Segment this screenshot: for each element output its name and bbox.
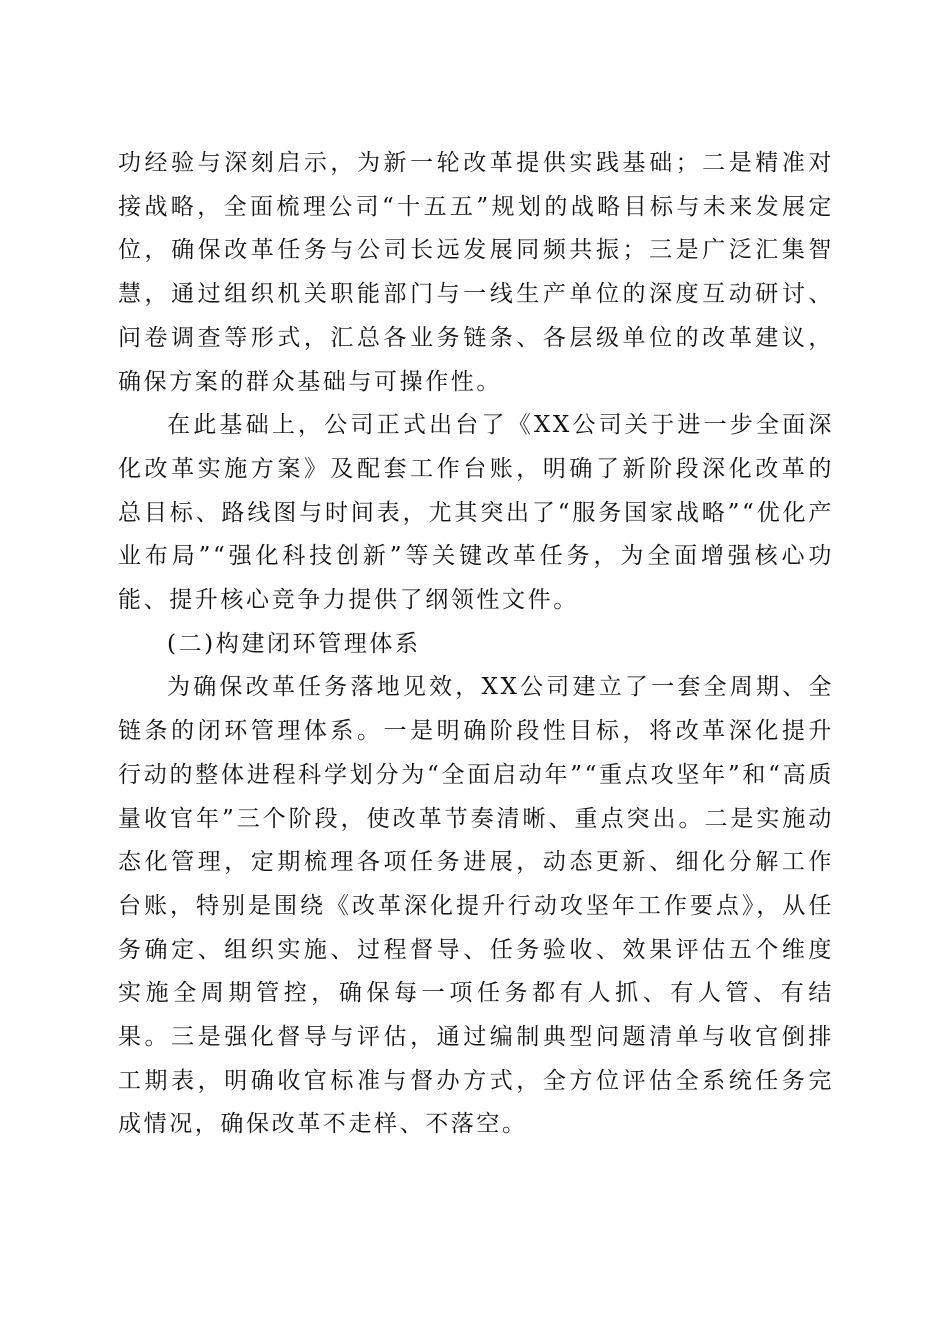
section-heading: (二)构建闭环管理体系	[167, 630, 421, 657]
paragraph-implementation-plan: 在此基础上，公司正式出台了《XX公司关于进一步全面深化改革实施方案》及配套工作台账，明确了新阶段深化改革的总目标、路线图与时间表，尤其突出了“服务国家战略”“优化产业布局”“强化科技创新”等关键改革任务，为全面增强核心功能、提升核心竞争力提供了纲领性文件。	[118, 412, 834, 614]
document-body	[118, 142, 834, 1147]
paragraph-closed-loop-management: 为确保改革任务落地见效，XX公司建立了一套全周期、全链条的闭环管理体系。一是明确阶段性目标，将改革深化提升行动的整体进程科学划分为“全面启动年”“重点攻坚年”和“高质量收官年”三个阶段，使改革节奏清晰、重点突出。二是实施动态化管理，定期梳理各项任务进展，动态更新、细化分解工作台账，特别是围绕《改革深化提升行动攻坚年工作要点》，从任务确定、组织实施、过程督导、任务验收、效果评估五个维度实施全周期管控，确保每一项任务都有人抓、有人管、有结果。三是强化督导与评估，通过编制典型问题清单与收官倒排工期表，明确收官标准与督办方式，全方位评估全系统任务完成情况，确保改革不走样、不落空。	[118, 674, 834, 1138]
paragraph-continuation: 功经验与深刻启示，为新一轮改革提供实践基础；二是精准对接战略，全面梳理公司“十五五”规划的战略目标与未来发展定位，确保改革任务与公司长远发展同频共振；三是广泛汇集智慧，通过组织机关职能部门与一线生产单位的深度互动研讨、问卷调查等形式，汇总各业务链条、各层级单位的改革建议，确保方案的群众基础与可操作性。	[118, 150, 834, 395]
